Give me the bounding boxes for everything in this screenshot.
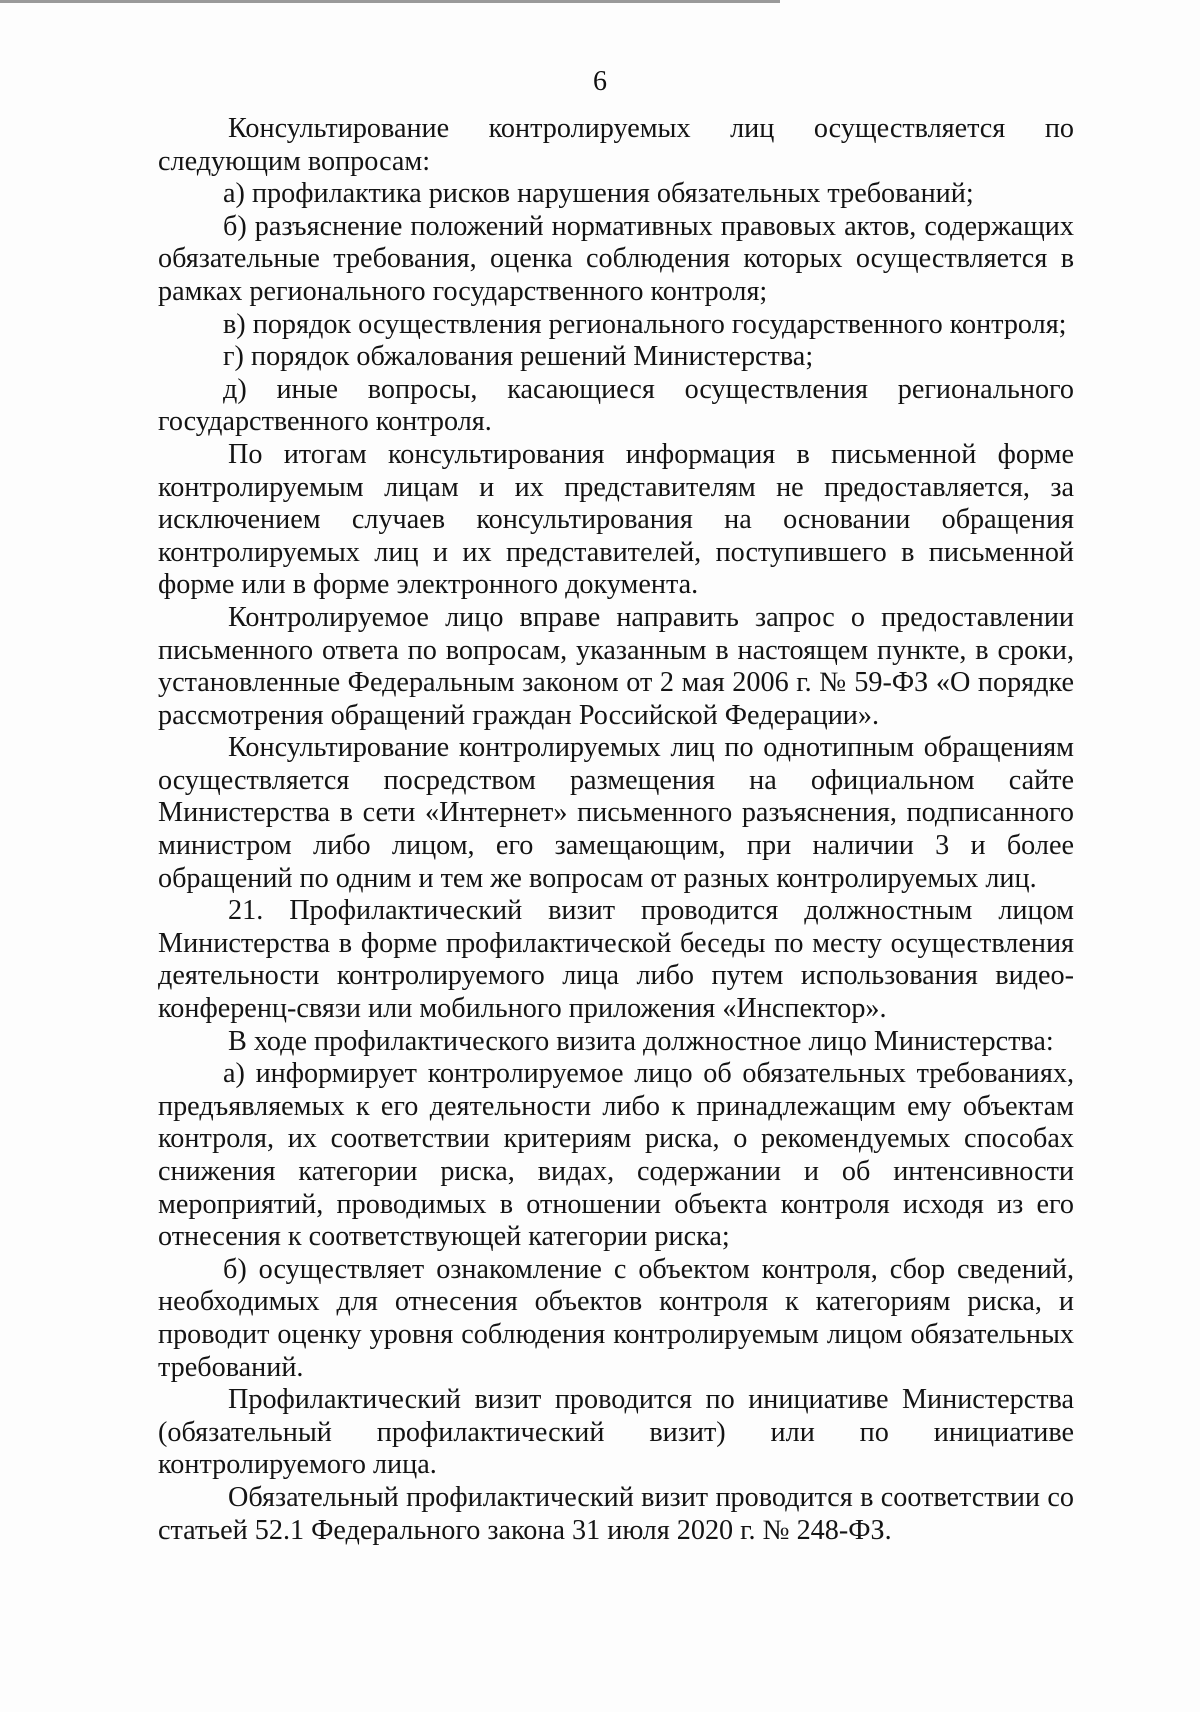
paragraph-consulting-intro: Консультирование контролируемых лиц осуществляется по следующим вопросам: <box>158 113 1074 177</box>
list-item-b-clarification: б) разъяснение положений нормативных правовых актов, содержащих обязательные требования, оценка соблюдения которых осуществляется в рамках регионального государственного контроля; <box>158 210 1074 307</box>
page-number: 6 <box>593 66 607 97</box>
list-item-b-inspects: б) осуществляет ознакомление с объектом контроля, сбор сведений, необходимых для отнесения объектов контроля к категориям риска, и проводит оценку уровня соблюдения контролируемым лицом обязательных требований. <box>158 1253 1074 1383</box>
document-body <box>158 113 1074 1547</box>
list-item-g-appeal: г) порядок обжалования решений Министерства; <box>223 341 814 373</box>
paragraph-written-info: По итогам консультирования информация в письменной форме контролируемым лицам и их представителям не предоставляется, за исключением случаев консультирования на основании обращения контролируемых лиц и их представителей, поступившего в письменной форме или в форме электронного документа. <box>158 438 1074 601</box>
list-item-d-other-questions: д) иные вопросы, касающиеся осуществления регионального государственного контроля. <box>158 373 1074 438</box>
list-item-a-informs: а) информирует контролируемое лицо об обязательных требованиях, предъявляемых к его деятельности либо к принадлежащим ему объектам контроля, их соответствии критериям риска, о рекомендуемых способах снижения категории риска, видах, содержании и об интенсивности мероприятий, проводимых в отношении объекта контроля исходя из его отнесения к соответствующей категории риска; <box>158 1058 1074 1253</box>
list-item-a-risk-prevention: а) профилактика рисков нарушения обязательных требований; <box>223 178 974 210</box>
scan-top-edge <box>0 0 780 3</box>
paragraph-mandatory-visit: Обязательный профилактический визит проводится в соответствии со статьей 52.1 Федерального закона 31 июля 2020 г. № 248-ФЗ. <box>158 1481 1074 1546</box>
paragraph-visit-initiative: Профилактический визит проводится по инициативе Министерства (обязательный профилактический визит) или по инициативе контролируемого лица. <box>158 1384 1074 1481</box>
paragraph-written-request: Контролируемое лицо вправе направить запрос о предоставлении письменного ответа по вопросам, указанным в настоящем пункте, в сроки, установленные Федеральным законом от 2 мая 2006 г. № 59-ФЗ «О порядке рассмотрения обращений граждан Российской Федерации». <box>158 601 1074 731</box>
list-item-v-procedure: в) порядок осуществления регионального государственного контроля; <box>223 308 1067 340</box>
paragraph-section-21: 21. Профилактический визит проводится должностным лицом Министерства в форме профилактической беседы по месту осуществления деятельности контролируемого лица либо путем использования видео-конференц-связи или мобильного приложения «Инспектор». <box>158 895 1074 1025</box>
paragraph-visit-intro: В ходе профилактического визита должностное лицо Министерства: <box>228 1025 1054 1057</box>
paragraph-similar-requests: Консультирование контролируемых лиц по однотипным обращениям осуществляется посредством размещения на официальном сайте Министерства в сети «Интернет» письменного разъяснения, подписанного министром либо лицом, его замещающим, при наличии 3 и более обращений по одним и тем же вопросам от разных контролируемых лиц. <box>158 732 1074 894</box>
